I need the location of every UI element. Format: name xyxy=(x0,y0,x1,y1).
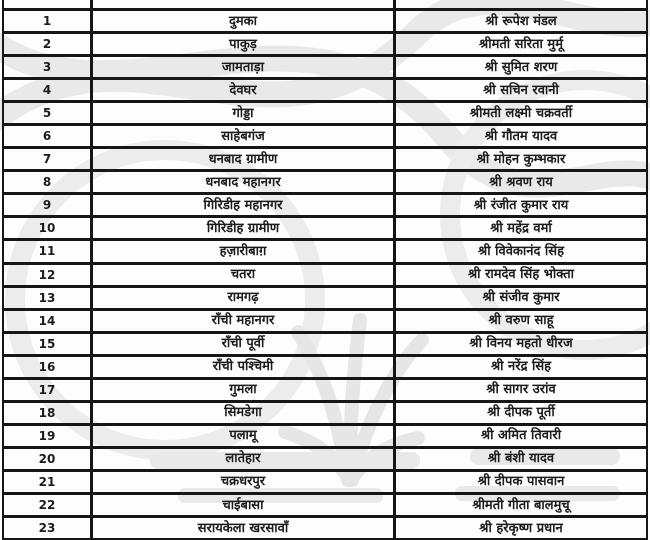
president-name-cell: श्री दीपक पूर्ती xyxy=(487,405,555,421)
table-row xyxy=(4,334,646,357)
president-name-cell: श्री नरेंद्र सिंह xyxy=(490,359,552,375)
table-row xyxy=(4,380,646,403)
district-name-cell: पाकुड़ xyxy=(93,34,396,54)
serial-number-cell: 8 xyxy=(4,172,93,192)
serial-number-cell: 22 xyxy=(4,495,93,515)
serial-number-cell: 6 xyxy=(4,126,93,146)
serial-number-cell: 15 xyxy=(4,334,93,354)
serial-number-cell: 19 xyxy=(4,426,93,446)
table-row xyxy=(4,288,646,311)
president-name-cell: श्री विनय महतो धीरज xyxy=(469,336,573,352)
serial-number-cell: 3 xyxy=(4,57,93,77)
district-name-cell: जामताड़ा xyxy=(93,57,396,77)
table-row xyxy=(4,103,646,126)
district-name-cell: देवघर xyxy=(93,80,396,100)
table-row xyxy=(4,11,646,34)
president-name-cell: श्री सुमित शरण xyxy=(484,59,558,75)
president-name-cell: श्री रूपेश मंडल xyxy=(485,13,557,29)
district-name-cell: राँची पश्चिमी xyxy=(93,357,396,377)
serial-number-cell: 12 xyxy=(4,265,93,285)
serial-number-cell: 23 xyxy=(4,518,93,538)
president-name-cell: श्री अमित तिवारी xyxy=(480,428,562,444)
serial-number-cell: 13 xyxy=(4,288,93,308)
serial-number-cell: 11 xyxy=(4,241,93,261)
table-row xyxy=(4,149,646,172)
district-name-cell: गुमला xyxy=(93,380,396,400)
district-name-cell: रामगढ़ xyxy=(93,288,396,308)
table-row xyxy=(4,495,646,518)
district-name-cell: चाईबासा xyxy=(93,495,396,515)
district-name-cell: गिरिडीह ग्रामीण xyxy=(93,218,396,238)
table-body xyxy=(4,11,646,540)
district-name-cell: चतरा xyxy=(93,265,396,285)
president-name-cell: श्री रामदेव सिंह भोक्ता xyxy=(467,267,575,283)
district-name-cell: लातेहार xyxy=(93,449,396,469)
serial-number-cell: 9 xyxy=(4,195,93,215)
table-row xyxy=(4,403,646,426)
district-name-cell: साहेबगंज xyxy=(93,126,396,146)
president-name-cell: श्रीमती लक्ष्मी चक्रवर्ती xyxy=(469,105,573,121)
president-name-cell: श्री बंशी यादव xyxy=(487,451,555,467)
serial-number-cell: 17 xyxy=(4,380,93,400)
district-name-cell: पलामू xyxy=(93,426,396,446)
header-district-cell xyxy=(93,0,396,8)
table-row xyxy=(4,218,646,241)
district-name-cell: धनबाद ग्रामीण xyxy=(93,149,396,169)
district-name-cell: गोड्डा xyxy=(93,103,396,123)
district-name-cell: सरायकेला खरसावाँ xyxy=(93,518,396,538)
table-row xyxy=(4,241,646,264)
table-row xyxy=(4,518,646,540)
table-header-partial-row xyxy=(4,0,646,11)
president-name-cell: श्री दीपक पासवान xyxy=(477,474,565,490)
president-name-cell: श्री संजीव कुमार xyxy=(482,290,560,306)
district-name-cell: चक्रधरपुर xyxy=(93,472,396,492)
table-row xyxy=(4,311,646,334)
table-row xyxy=(4,80,646,103)
district-name-cell: हज़ारीबाग़ xyxy=(93,241,396,261)
district-name-cell: राँची महानगर xyxy=(93,311,396,331)
district-name-cell: दुमका xyxy=(93,11,396,31)
serial-number-cell: 1 xyxy=(4,11,93,31)
table-row xyxy=(4,472,646,495)
table-row xyxy=(4,195,646,218)
district-name-cell: राँची पूर्वी xyxy=(93,334,396,354)
president-name-cell: श्रीमती सरिता मुर्मू xyxy=(479,36,563,52)
serial-number-cell: 7 xyxy=(4,149,93,169)
table-row xyxy=(4,57,646,80)
district-name-cell: सिमडेगा xyxy=(93,403,396,423)
serial-number-cell: 21 xyxy=(4,472,93,492)
president-name-cell: श्री मोहन कुम्भकार xyxy=(476,151,566,167)
president-name-cell: श्री विवेकानंद सिंह xyxy=(478,243,564,259)
serial-number-cell: 16 xyxy=(4,357,93,377)
table-row xyxy=(4,357,646,380)
president-name-cell: श्री महेंद्र वर्मा xyxy=(490,220,552,236)
serial-number-cell: 5 xyxy=(4,103,93,123)
serial-number-cell: 2 xyxy=(4,34,93,54)
serial-number-cell: 18 xyxy=(4,403,93,423)
table-row xyxy=(4,34,646,57)
header-president-cell xyxy=(396,0,646,8)
president-name-cell: श्री हरेकृष्ण प्रधान xyxy=(479,520,563,536)
president-name-cell: श्री रंजीत कुमार राय xyxy=(473,197,569,213)
serial-number-cell: 14 xyxy=(4,311,93,331)
serial-number-cell: 4 xyxy=(4,80,93,100)
district-presidents-table xyxy=(2,0,648,540)
president-name-cell: श्री श्रवण राय xyxy=(489,174,553,190)
table-row xyxy=(4,172,646,195)
district-name-cell: गिरिडीह महानगर xyxy=(93,195,396,215)
district-name-cell: धनबाद महानगर xyxy=(93,172,396,192)
president-name-cell: श्री सचिन रवानी xyxy=(483,82,559,98)
serial-number-cell: 10 xyxy=(4,218,93,238)
president-name-cell: श्री गौतम यादव xyxy=(484,128,558,144)
header-serial-cell xyxy=(4,0,93,8)
table-row xyxy=(4,449,646,472)
president-name-cell: श्रीमती गीता बालमुचू xyxy=(472,497,570,513)
table-row xyxy=(4,426,646,449)
president-name-cell: श्री सागर उरांव xyxy=(486,382,556,398)
serial-number-cell: 20 xyxy=(4,449,93,469)
table-row xyxy=(4,126,646,149)
president-name-cell: श्री वरुण साहू xyxy=(488,313,554,329)
table-row xyxy=(4,265,646,288)
